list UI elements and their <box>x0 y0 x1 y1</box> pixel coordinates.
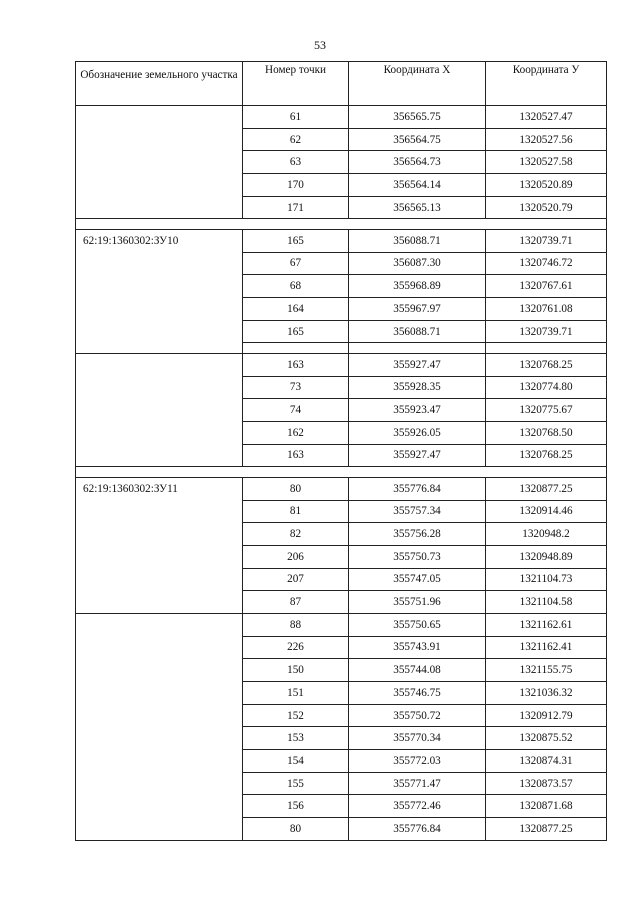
point-number-cell: 81 <box>243 501 349 524</box>
coordinate-x-cell: 355744.08 <box>349 659 486 682</box>
separator-row <box>75 467 607 478</box>
header-coordinate-y: Координата У <box>486 62 607 106</box>
coordinate-x-cell: 355750.72 <box>349 705 486 728</box>
coordinate-x-cell: 355927.47 <box>349 354 486 377</box>
table-row <box>75 230 607 253</box>
separator-cell <box>75 467 607 478</box>
parcel-cell <box>75 795 243 818</box>
parcel-cell <box>75 818 243 841</box>
coordinate-x-cell: 355772.03 <box>349 750 486 773</box>
coordinate-y-cell: 1320520.79 <box>486 197 607 220</box>
coordinate-y-cell: 1320520.89 <box>486 174 607 197</box>
separator-cell <box>75 219 607 230</box>
header-parcel: Обозначение земельного участка <box>75 62 243 106</box>
point-number-cell: 207 <box>243 569 349 592</box>
parcel-cell <box>75 637 243 660</box>
point-number-cell: 80 <box>243 818 349 841</box>
header-point-number: Номер точки <box>243 62 349 106</box>
point-number-cell: 153 <box>243 727 349 750</box>
table-row <box>75 445 607 468</box>
point-number-cell: 61 <box>243 106 349 129</box>
parcel-cell <box>75 445 243 468</box>
point-number-cell: 154 <box>243 750 349 773</box>
coordinate-x-cell: 355967.97 <box>349 298 486 321</box>
coordinate-y-cell: 1320527.47 <box>486 106 607 129</box>
coordinate-x-cell: 355927.47 <box>349 445 486 468</box>
parcel-cell <box>75 705 243 728</box>
coordinate-x-cell: 355928.35 <box>349 377 486 400</box>
table-row <box>75 354 607 377</box>
coordinate-x-cell: 356565.75 <box>349 106 486 129</box>
coordinate-y-cell: 1320914.46 <box>486 501 607 524</box>
coordinate-x-cell: 355746.75 <box>349 682 486 705</box>
coordinate-x-cell: 355756.28 <box>349 523 486 546</box>
point-number-cell: 165 <box>243 321 349 344</box>
coordinate-y-cell: 1320871.68 <box>486 795 607 818</box>
coordinate-y-cell: 1320877.25 <box>486 478 607 501</box>
table-row <box>75 106 607 129</box>
table-row <box>75 614 607 637</box>
separator-cell <box>243 343 349 354</box>
coordinate-y-cell: 1320877.25 <box>486 818 607 841</box>
coordinate-x-cell: 355750.73 <box>349 546 486 569</box>
coordinate-x-cell: 356564.73 <box>349 151 486 174</box>
table-row <box>75 253 607 276</box>
parcel-cell <box>75 275 243 298</box>
coordinate-x-cell: 356088.71 <box>349 321 486 344</box>
coordinate-y-cell: 1320767.61 <box>486 275 607 298</box>
coordinate-x-cell: 356564.75 <box>349 129 486 152</box>
coordinate-y-cell: 1320746.72 <box>486 253 607 276</box>
parcel-cell <box>75 773 243 796</box>
table-row <box>75 298 607 321</box>
coordinate-x-cell: 355751.96 <box>349 591 486 614</box>
table-row <box>75 151 607 174</box>
parcel-cell <box>75 129 243 152</box>
coordinate-y-cell: 1320768.25 <box>486 354 607 377</box>
coordinate-y-cell: 1320875.52 <box>486 727 607 750</box>
table-row <box>75 637 607 660</box>
point-number-cell: 62 <box>243 129 349 152</box>
table-row <box>75 682 607 705</box>
coordinate-y-cell: 1320775.67 <box>486 399 607 422</box>
point-number-cell: 88 <box>243 614 349 637</box>
coordinate-x-cell: 356088.71 <box>349 230 486 253</box>
point-number-cell: 73 <box>243 377 349 400</box>
table-row <box>75 377 607 400</box>
parcel-cell <box>75 298 243 321</box>
point-number-cell: 156 <box>243 795 349 818</box>
coordinate-y-cell: 1320739.71 <box>486 321 607 344</box>
coordinate-y-cell: 1321162.41 <box>486 637 607 660</box>
coordinate-x-cell: 356565.13 <box>349 197 486 220</box>
parcel-cell <box>75 569 243 592</box>
point-number-cell: 155 <box>243 773 349 796</box>
parcel-cell <box>75 253 243 276</box>
parcel-cell <box>75 377 243 400</box>
coordinate-x-cell: 355776.84 <box>349 818 486 841</box>
parcel-cell <box>75 354 243 377</box>
table-row <box>75 399 607 422</box>
coordinate-x-cell: 355757.34 <box>349 501 486 524</box>
parcel-cell <box>75 659 243 682</box>
parcel-cell <box>75 197 243 220</box>
point-number-cell: 165 <box>243 230 349 253</box>
header-coordinate-x: Координата X <box>349 62 486 106</box>
coordinate-y-cell: 1320527.58 <box>486 151 607 174</box>
coordinate-x-cell: 356564.14 <box>349 174 486 197</box>
point-number-cell: 163 <box>243 445 349 468</box>
parcel-cell <box>75 422 243 445</box>
table-row <box>75 478 607 501</box>
table-row <box>75 129 607 152</box>
table-row <box>75 197 607 220</box>
coordinate-x-cell: 355968.89 <box>349 275 486 298</box>
coordinate-x-cell: 355747.05 <box>349 569 486 592</box>
parcel-cell: 62:19:1360302:ЗУ11 <box>75 478 243 501</box>
table-row <box>75 705 607 728</box>
coordinate-y-cell: 1320948.2 <box>486 523 607 546</box>
coordinate-y-cell: 1320873.57 <box>486 773 607 796</box>
table-row <box>75 501 607 524</box>
point-number-cell: 80 <box>243 478 349 501</box>
separator-row <box>75 343 607 354</box>
table-row <box>75 569 607 592</box>
point-number-cell: 87 <box>243 591 349 614</box>
table-row <box>75 275 607 298</box>
coordinate-y-cell: 1321162.61 <box>486 614 607 637</box>
point-number-cell: 150 <box>243 659 349 682</box>
point-number-cell: 63 <box>243 151 349 174</box>
table-row <box>75 818 607 841</box>
table-header-row <box>75 61 607 106</box>
table-row <box>75 773 607 796</box>
point-number-cell: 74 <box>243 399 349 422</box>
coordinate-x-cell: 355926.05 <box>349 422 486 445</box>
coordinate-x-cell: 355771.47 <box>349 773 486 796</box>
point-number-cell: 82 <box>243 523 349 546</box>
table-row <box>75 321 607 344</box>
parcel-cell <box>75 546 243 569</box>
coordinate-x-cell: 355776.84 <box>349 478 486 501</box>
coordinate-y-cell: 1320948.89 <box>486 546 607 569</box>
coordinate-x-cell: 355770.34 <box>349 727 486 750</box>
table-row <box>75 727 607 750</box>
separator-row <box>75 219 607 230</box>
point-number-cell: 226 <box>243 637 349 660</box>
point-number-cell: 171 <box>243 197 349 220</box>
parcel-cell <box>75 523 243 546</box>
parcel-cell: 62:19:1360302:ЗУ10 <box>75 230 243 253</box>
coordinate-y-cell: 1321155.75 <box>486 659 607 682</box>
coordinate-x-cell: 355750.65 <box>349 614 486 637</box>
coordinate-x-cell: 355772.46 <box>349 795 486 818</box>
coordinate-y-cell: 1321036.32 <box>486 682 607 705</box>
coordinate-y-cell: 1320874.31 <box>486 750 607 773</box>
parcel-cell <box>75 174 243 197</box>
table-body <box>75 106 607 841</box>
point-number-cell: 162 <box>243 422 349 445</box>
parcel-cell <box>75 501 243 524</box>
coordinate-y-cell: 1320761.08 <box>486 298 607 321</box>
point-number-cell: 152 <box>243 705 349 728</box>
parcel-cell <box>75 682 243 705</box>
point-number-cell: 151 <box>243 682 349 705</box>
coordinate-y-cell: 1320768.50 <box>486 422 607 445</box>
coordinate-x-cell: 356087.30 <box>349 253 486 276</box>
table-row <box>75 659 607 682</box>
page-number: 53 <box>314 38 326 52</box>
point-number-cell: 67 <box>243 253 349 276</box>
table-row <box>75 174 607 197</box>
parcel-cell <box>75 727 243 750</box>
coordinates-table <box>75 61 607 841</box>
table-row <box>75 523 607 546</box>
table-row <box>75 795 607 818</box>
parcel-cell <box>75 106 243 129</box>
parcel-cell <box>75 591 243 614</box>
parcel-cell <box>75 321 243 344</box>
table-row <box>75 422 607 445</box>
coordinate-x-cell: 355923.47 <box>349 399 486 422</box>
separator-cell <box>486 343 607 354</box>
parcel-cell <box>75 614 243 637</box>
point-number-cell: 170 <box>243 174 349 197</box>
point-number-cell: 163 <box>243 354 349 377</box>
coordinate-y-cell: 1320774.80 <box>486 377 607 400</box>
coordinate-y-cell: 1321104.73 <box>486 569 607 592</box>
coordinate-y-cell: 1320912.79 <box>486 705 607 728</box>
point-number-cell: 68 <box>243 275 349 298</box>
table-row <box>75 591 607 614</box>
table-row <box>75 546 607 569</box>
parcel-cell <box>75 750 243 773</box>
parcel-cell <box>75 151 243 174</box>
point-number-cell: 206 <box>243 546 349 569</box>
coordinate-y-cell: 1320527.56 <box>486 129 607 152</box>
separator-cell <box>349 343 486 354</box>
coordinate-y-cell: 1320739.71 <box>486 230 607 253</box>
point-number-cell: 164 <box>243 298 349 321</box>
separator-cell <box>75 343 243 354</box>
coordinate-x-cell: 355743.91 <box>349 637 486 660</box>
parcel-cell <box>75 399 243 422</box>
coordinate-y-cell: 1320768.25 <box>486 445 607 468</box>
table-row <box>75 750 607 773</box>
coordinate-y-cell: 1321104.58 <box>486 591 607 614</box>
